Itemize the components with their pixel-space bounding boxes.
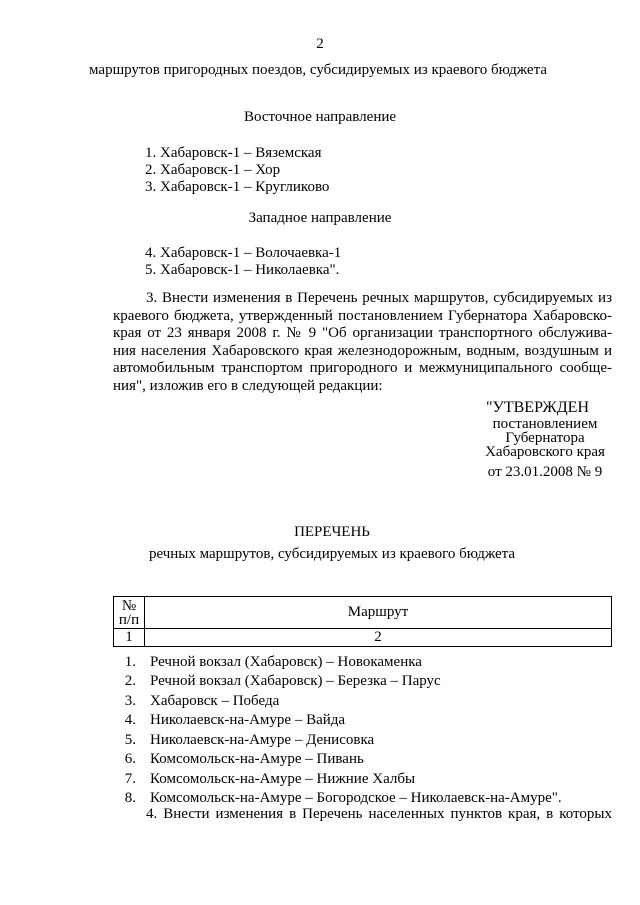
- approval-stamp: [470, 398, 620, 479]
- list-item: 4. Хабаровск-1 – Волочаевка-1: [145, 245, 342, 261]
- east-direction-title: Восточное направление: [243, 109, 397, 125]
- heading-continued: маршрутов пригородных поездов, субсидируемых из краевого бюджета: [89, 62, 547, 78]
- west-direction-list: [145, 245, 341, 279]
- paragraph-line: ния населения Хабаровского края железнодорожным, водным, воздушным и: [113, 342, 612, 359]
- list-subtitle: речных маршрутов, субсидируемых из краевого бюджета: [148, 546, 516, 562]
- list-title: ПЕРЕЧЕНЬ: [294, 524, 370, 540]
- route-number: 8.: [124, 790, 136, 806]
- approval-line: Хабаровского края: [485, 444, 605, 460]
- page-number: 2: [316, 36, 324, 52]
- list-item: 3. Хабаровск-1 – Кругликово: [145, 179, 330, 195]
- paragraph-line: автомобильным транспортом пригородного и межмуниципального сообще-: [113, 360, 612, 377]
- route-name: Комсомольск-на-Амуре – Нижние Халбы: [150, 771, 416, 787]
- list-item: 2. Хабаровск-1 – Хор: [145, 162, 281, 178]
- route-name: Речной вокзал (Хабаровск) – Березка – Парус: [150, 673, 441, 689]
- route-number: 7.: [124, 771, 136, 787]
- route-name: Комсомольск-на-Амуре – Богородское – Николаевск-на-Амуре".: [150, 790, 562, 806]
- col-number-index: 1: [114, 629, 145, 647]
- paragraph-line: края от 23 января 2008 г. № 9 "Об организации транспортного обслужива-: [113, 325, 612, 342]
- west-direction-title: Западное направление: [248, 210, 392, 226]
- col-route-header: Маршрут: [145, 597, 612, 629]
- routes-table-header: [113, 596, 612, 647]
- list-item: 1. Хабаровск-1 – Вяземская: [145, 145, 322, 161]
- route-number: 2.: [124, 673, 136, 689]
- route-number: 6.: [124, 751, 136, 767]
- route-name: Николаевск-на-Амуре – Вайда: [150, 712, 346, 728]
- col-number-header: № п/п: [114, 597, 145, 629]
- east-direction-list: [145, 145, 329, 196]
- approval-line: Губернатора: [505, 430, 585, 446]
- approval-title: "УТВЕРЖДЕН: [486, 399, 589, 416]
- route-number: 1.: [124, 654, 136, 670]
- route-name: Речной вокзал (Хабаровск) – Новокаменка: [150, 654, 422, 670]
- paragraph-3: [113, 290, 612, 396]
- route-number: 4.: [124, 712, 136, 728]
- route-name: Хабаровск – Победа: [150, 693, 280, 709]
- paragraph-line: 3. Внести изменения в Перечень речных маршрутов, субсидируемых из: [146, 290, 612, 306]
- list-item: 5. Хабаровск-1 – Николаевка".: [145, 262, 340, 278]
- route-number: 5.: [124, 732, 136, 748]
- route-number: 3.: [124, 693, 136, 709]
- approval-line: постановлением: [492, 416, 598, 432]
- route-name: Николаевск-на-Амуре – Денисовка: [150, 732, 375, 748]
- paragraph-line: ния", изложив его в следующей редакции:: [113, 377, 383, 394]
- route-name: Комсомольск-на-Амуре – Пивань: [150, 751, 364, 767]
- approval-line: от 23.01.2008 № 9: [487, 464, 603, 480]
- col-route-index: 2: [145, 629, 612, 647]
- paragraph-4: [113, 806, 612, 824]
- paragraph-line: краевого бюджета, утвержденный постановлением Губернатора Хабаровско-: [113, 307, 612, 324]
- paragraph-line: 4. Внести изменения в Перечень населенных пунктов края, в которых: [146, 806, 612, 822]
